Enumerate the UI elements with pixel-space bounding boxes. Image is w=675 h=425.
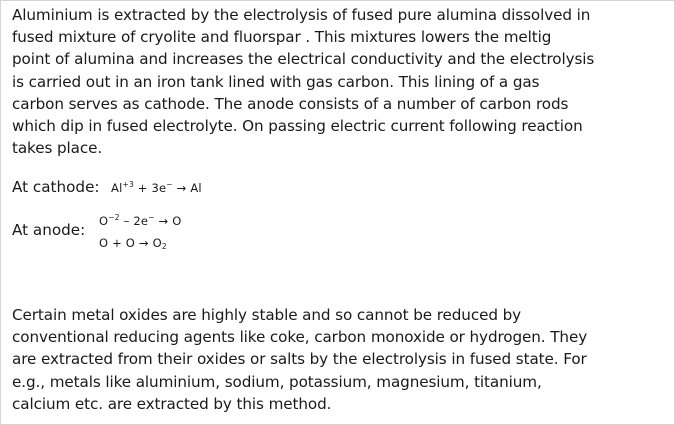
cathode-reactant: Al xyxy=(111,181,123,195)
anode-eq1-reactant-charge: −2 xyxy=(108,213,120,222)
cathode-electrons: + 3e xyxy=(133,181,167,195)
anode-eq2-lhs: O + O xyxy=(99,236,136,250)
paragraph-line: Aluminium is extracted by the electrolysis of fused pure alumina dissolved in xyxy=(12,6,591,24)
cathode-product: Al xyxy=(190,181,202,195)
paragraph-line: takes place. xyxy=(12,139,103,158)
paragraph-line: fused mixture of cryolite and fluorspar . This mixtures lowers the meltig xyxy=(12,28,552,47)
paragraph-line: are extracted from their oxides or salts by the electrolysis in fused state. For xyxy=(12,350,587,369)
anode-eq1-electrons: – 2e xyxy=(119,214,149,228)
anode-equation-1 xyxy=(99,214,181,228)
cathode-electron-charge: − xyxy=(166,180,173,189)
anode-eq2-subscript: 2 xyxy=(161,242,167,251)
paragraph-line: calcium etc. are extracted by this method. xyxy=(12,394,332,413)
anode-label: At anode: xyxy=(12,221,86,239)
cathode-label: At cathode: xyxy=(12,178,100,196)
cathode-equation xyxy=(111,181,202,195)
anode-eq1-product: O xyxy=(172,214,182,228)
anode-eq2-arrow: → xyxy=(135,236,153,250)
anode-equation-2 xyxy=(99,236,167,250)
paragraph-line: e.g., metals like aluminium, sodium, potassium, magnesium, titanium, xyxy=(12,372,542,391)
paragraph-line: Certain metal oxides are highly stable and so cannot be reduced by xyxy=(12,306,522,324)
anode-eq1-electron-charge: − xyxy=(148,213,155,222)
paragraph-line: which dip in fused electrolyte. On passing electric current following reaction xyxy=(12,117,583,136)
anode-eq2-product: O xyxy=(152,236,162,250)
anode-eq1-reactant: O xyxy=(99,214,109,228)
paragraph-line: conventional reducing agents like coke, carbon monoxide or hydrogen. They xyxy=(12,328,588,347)
metal-oxides-paragraph xyxy=(12,304,662,415)
cathode-arrow: → xyxy=(172,181,191,195)
paragraph-line: carbon serves as cathode. The anode consists of a number of carbon rods xyxy=(12,94,569,113)
extraction-paragraph xyxy=(12,4,662,159)
anode-eq1-arrow: → xyxy=(154,214,173,228)
paragraph-line: is carried out in an iron tank lined with gas carbon. This lining of a gas xyxy=(12,72,540,91)
cathode-reactant-charge: +3 xyxy=(122,180,134,189)
paragraph-line: point of alumina and increases the electrical conductivity and the electrolysis xyxy=(12,50,595,69)
